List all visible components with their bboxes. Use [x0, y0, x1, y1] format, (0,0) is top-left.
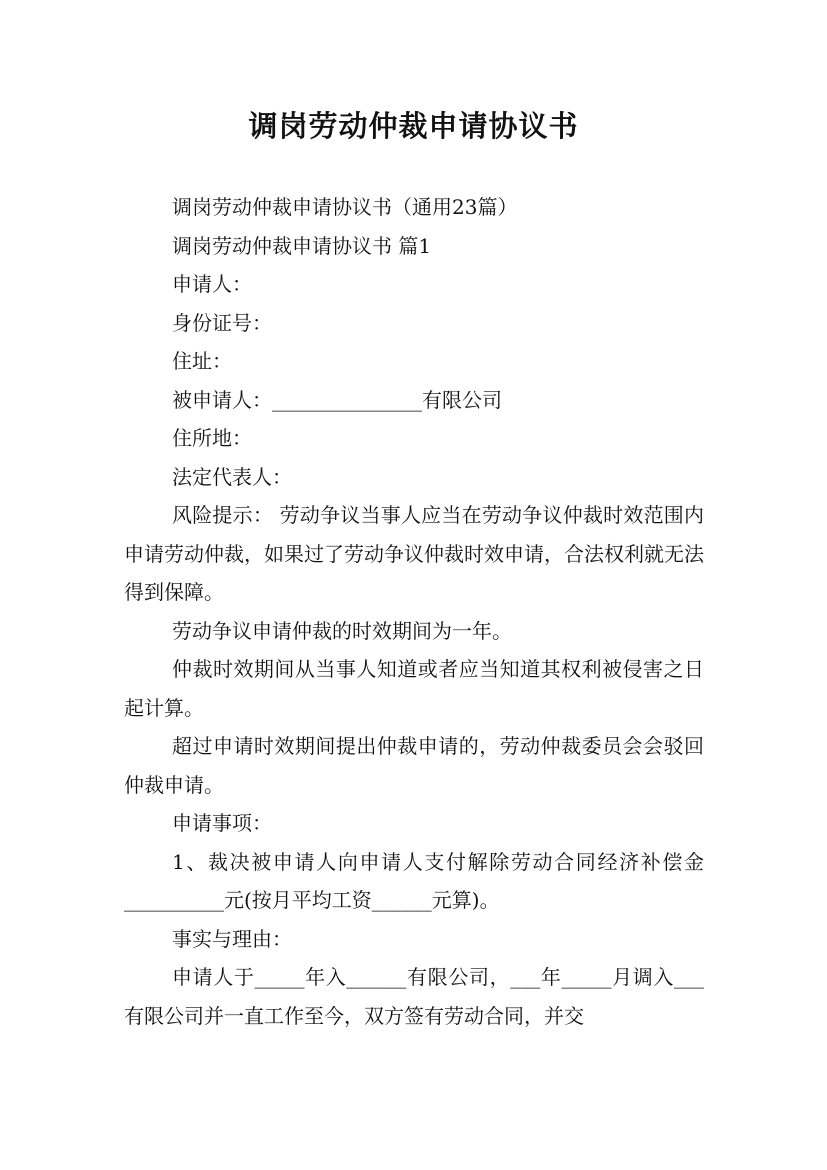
- id-number-field: 身份证号：: [172, 310, 272, 335]
- document-body: [124, 188, 704, 1035]
- respondent-field: 被申请人：_______________有限公司: [172, 387, 502, 412]
- applicant-field: 申请人：: [172, 272, 252, 296]
- legal-representative-field: 法定代表人：: [172, 464, 292, 489]
- risk-warning-paragraph: 风险提示： 劳动争议当事人应当在劳动争议仲裁时效范围内申请劳动仲裁，如果过了劳动争议仲裁时效申请，合法权利就无法得到保障。: [124, 503, 704, 604]
- respondent-address-field: 住所地：: [172, 426, 252, 450]
- subtitle-collection: 调岗劳动仲裁申请协议书（通用23篇）: [172, 195, 518, 219]
- limitation-exceeded-paragraph: 超过申请时效期间提出仲裁申请的，劳动仲裁委员会会驳回仲裁申请。: [124, 734, 704, 797]
- claims-heading: 申请事项：: [172, 811, 272, 835]
- section-heading: 调岗劳动仲裁申请协议书 篇1: [172, 233, 432, 258]
- address-field: 住址：: [172, 349, 232, 373]
- limitation-period-paragraph: 劳动争议申请仲裁的时效期间为一年。: [172, 618, 512, 643]
- facts-paragraph: 申请人于_____年入______有限公司，___年_____月调入___有限公司并一直工作至今，双方签有劳动合同，并交: [124, 965, 704, 1028]
- limitation-start-paragraph: 仲裁时效期间从当事人知道或者应当知道其权利被侵害之日起计算。: [124, 657, 704, 720]
- claim-item-1: 1、裁决被申请人向申请人支付解除劳动合同经济补偿金__________元(按月平均工资______元算)。: [124, 849, 704, 912]
- facts-heading: 事实与理由：: [172, 926, 292, 951]
- document-title: 调岗劳动仲裁申请协议书: [248, 109, 579, 143]
